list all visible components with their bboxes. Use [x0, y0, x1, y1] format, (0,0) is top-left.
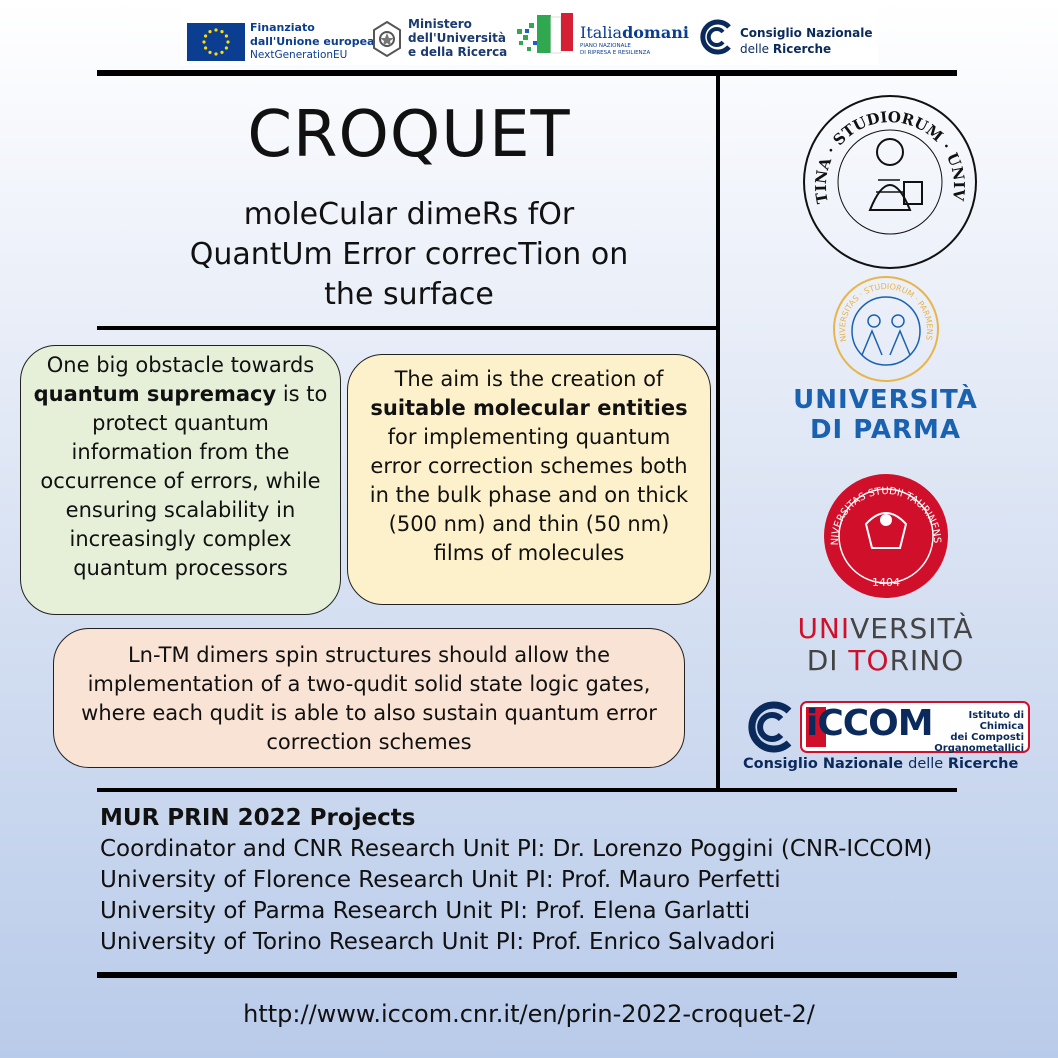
- dimers-box: Ln-TM dimers spin structures should allow the implementation of a two-qudit solid state logic gates, where each qudit is able to also sustain quantum error correction schemes: [53, 628, 685, 768]
- italiadomani-mark-icon: [515, 11, 575, 59]
- unito-seal-icon: [822, 472, 950, 600]
- page-title: CROQUET: [247, 98, 571, 172]
- cnr-text: Consiglio Nazionale delle Ricerche: [740, 26, 873, 56]
- italiadomani-subtitle: PIANO NAZIONALE DI RIPRESA E RESILIENZA: [580, 43, 651, 56]
- footer-line: Coordinator and CNR Research Unit PI: Dr. Lorenzo Poggini (CNR-ICCOM): [100, 836, 933, 862]
- svg-text:UNIVERSITAS STUDII TAURINENSIS: NIVERSITAS STUDII TAURINENS: [829, 485, 943, 546]
- footer-line: University of Florence Research Unit PI: Prof. Mauro Perfetti: [100, 867, 781, 893]
- projects-footer: [100, 803, 932, 958]
- footer-line: University of Torino Research Unit PI: Prof. Enrico Salvadori: [100, 929, 776, 955]
- vertical-divider: [716, 76, 720, 790]
- project-url[interactable]: http://www.iccom.cnr.it/en/prin-2022-croquet-2/: [243, 1000, 815, 1028]
- subtitle-line: moleCular dimeRs fOr: [243, 197, 575, 232]
- svg-text:1404: 1404: [872, 576, 900, 589]
- footer-heading: MUR PRIN 2022 Projects: [100, 805, 416, 831]
- footer-top-rule: [97, 788, 957, 792]
- funders-banner: [180, 3, 878, 65]
- unipr-name: UNIVERSITÀ DI PARMA: [793, 385, 978, 445]
- aim-box: The aim is the creation of suitable molecular entities for implementing quantum error correction schemes both in the bulk phase and on thick (500 nm) and thin (50 nm) films of molecules: [347, 354, 711, 605]
- footer-bottom-rule: [97, 972, 957, 978]
- top-rule: [97, 70, 957, 76]
- footer-line: University of Parma Research Unit PI: Prof. Elena Garlatti: [100, 898, 751, 924]
- mur-emblem-icon: [370, 20, 404, 58]
- mur-text: Ministero dell'Università e della Ricerca: [408, 17, 508, 59]
- cnr-bottom-logo-icon: [743, 701, 798, 753]
- subtitle-line: QuantUm Error correcTion on: [189, 237, 629, 272]
- title-rule: [97, 326, 718, 330]
- eu-funding-text: Finanziato dall'Unione europea NextGenerationEU: [250, 21, 375, 61]
- cnr-bottom-text: Consiglio Nazionale delle Ricerche: [743, 756, 1019, 772]
- iccom-name: iCCOM: [806, 703, 933, 744]
- iccom-description: Istituto di Chimica dei Composti Organometallici: [934, 710, 1024, 754]
- cnr-logo-icon: [695, 17, 735, 57]
- unipr-seal-icon: [832, 275, 940, 383]
- unifi-seal-icon: [800, 90, 980, 272]
- iccom-logo: [800, 701, 1030, 753]
- project-subtitle: [120, 195, 698, 315]
- svg-text:UNIVERSITAS · STUDIORUM · PARM: NIVERSITAS · STUDIORUM · PARMENS: [837, 281, 935, 343]
- subtitle-line: the surface: [324, 277, 494, 312]
- svg-text:FLORENTINA · STUDIORUM · UNIVE: TINA · STUDIORUM · UNIV: [811, 107, 969, 206]
- eu-flag-icon: [187, 23, 245, 61]
- italiadomani-name: Italiadomani: [580, 23, 689, 42]
- obstacle-box: One big obstacle towards quantum supremacy is to protect quantum information from the occurrence of errors, while ensuring scalability in increasingly complex quantum processors: [20, 345, 341, 615]
- unito-name: UNIVERSITÀ DI TORINO: [797, 612, 974, 677]
